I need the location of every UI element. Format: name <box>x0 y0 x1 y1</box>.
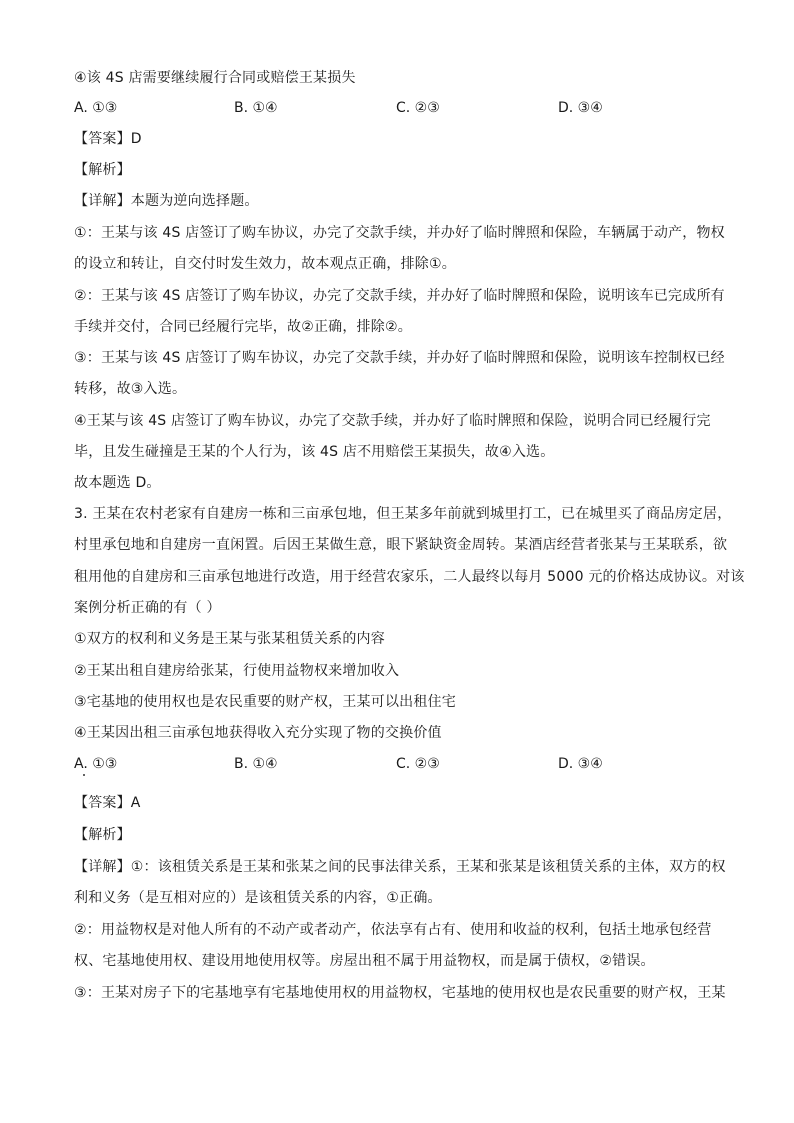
q3-statement-3: ③宅基地的使用权也是农民重要的财产权，王某可以出租住宅 <box>74 694 456 710</box>
q2-explanation-3-line-1: ③：王某与该 4S 店签订了购车协议，办完了交款手续，并办好了临时牌照和保险，说明该车控制权已经 <box>74 350 725 366</box>
q3-choice-b: B. ①④ <box>234 756 278 772</box>
q3-detail-2-line-1: ②：用益物权是对他人所有的不动产或者动产，依法享有占有、使用和收益的权利，包括土地承包经营 <box>74 922 712 938</box>
q3-stem-line-4: 案例分析正确的有（ ） <box>74 600 221 616</box>
q3-detail-2-line-2: 权、宅基地使用权、建设用地使用权等。房屋出租不属于用益物权，而是属于债权，②错误。 <box>74 953 655 969</box>
q2-explanation-2-line-1: ②：王某与该 4S 店签订了购车协议，办完了交款手续，并办好了临时牌照和保险，说明该车已完成所有 <box>74 288 725 304</box>
q2-answer: 【答案】D <box>74 131 142 147</box>
q2-explanation-1-line-2: 的设立和转让，自交付时发生效力，故本观点正确，排除①。 <box>74 256 456 272</box>
q2-choice-a: A. ①③ <box>74 100 118 116</box>
q3-detail-1-line-2: 利和义务（是互相对应的）是该租赁关系的内容，①正确。 <box>74 890 442 906</box>
q2-explanation-4-line-1: ④王某与该 4S 店签订了购车协议，办完了交款手续，并办好了临时牌照和保险，说明合同已经履行完 <box>74 413 711 429</box>
q2-choice-d: D. ③④ <box>558 100 603 116</box>
q3-answer: 【答案】A <box>74 795 141 811</box>
q2-choice-b: B. ①④ <box>234 100 278 116</box>
q3-stem-line-1: 3. 王某在农村老家有自建房一栋和三亩承包地，但王某多年前就到城里打工，已在城里买了商品房定居， <box>74 506 732 522</box>
q2-conclusion: 故本题选 D。 <box>74 475 161 491</box>
q2-explanation-4-line-2: 毕，且发生碰撞是王某的个人行为，该 4S 店不用赔偿王某损失，故④入选。 <box>74 444 555 460</box>
q3-analysis-heading: 【解析】 <box>74 827 131 843</box>
q3-statement-2: ②王某出租自建房给张某，行使用益物权来增加收入 <box>74 663 400 679</box>
q3-stem-line-2: 村里承包地和自建房一直闲置。后因王某做生意，眼下紧缺资金周转。某酒店经营者张某与王某联系，欲 <box>74 537 728 553</box>
q3-statement-1: ①双方的权利和义务是王某与张某租赁关系的内容 <box>74 631 385 647</box>
scan-speck <box>83 774 85 776</box>
q3-stem-line-3: 租用他的自建房和三亩承包地进行改造，用于经营农家乐，二人最终以每月 5000 元的价格达成协议。对该 <box>74 569 745 585</box>
q2-explanation-3-line-2: 转移，故③入选。 <box>74 381 187 397</box>
q2-analysis-heading: 【解析】 <box>74 162 131 178</box>
q2-explanation-2-line-2: 手续并交付，合同已经履行完毕，故②正确，排除②。 <box>74 319 412 335</box>
q2-option-statement-4: ④该 4S 店需要继续履行合同或赔偿王某损失 <box>74 70 356 86</box>
q2-choice-c: C. ②③ <box>396 100 440 116</box>
q3-statement-4: ④王某因出租三亩承包地获得收入充分实现了物的交换价值 <box>74 725 442 741</box>
q3-choice-a: A. ①③ <box>74 756 118 772</box>
q2-detail-intro: 【详解】本题为逆向选择题。 <box>74 193 259 209</box>
q3-detail-1-line-1: 【详解】①：该租赁关系是王某和张某之间的民事法律关系，王某和张某是该租赁关系的主体，双方的权 <box>74 859 726 875</box>
q3-detail-3-line-1: ③：王某对房子下的宅基地享有宅基地使用权的用益物权，宅基地的使用权也是农民重要的财产权，王某 <box>74 985 726 1001</box>
q3-choice-c: C. ②③ <box>396 756 440 772</box>
q2-explanation-1-line-1: ①：王某与该 4S 店签订了购车协议，办完了交款手续，并办好了临时牌照和保险，车辆属于动产，物权 <box>74 225 725 241</box>
q3-choice-d: D. ③④ <box>558 756 603 772</box>
